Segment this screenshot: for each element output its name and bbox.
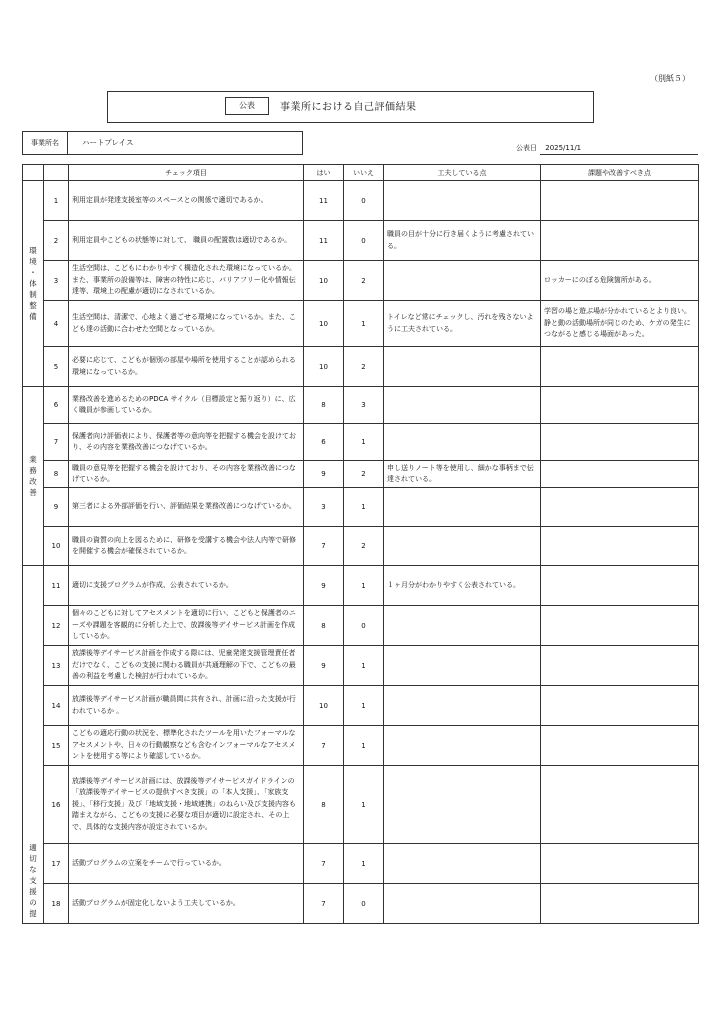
no-count: 0 bbox=[344, 221, 384, 261]
check-item: 活動プログラムの立案をチームで行っているか。 bbox=[69, 844, 304, 884]
issue bbox=[541, 387, 699, 424]
check-item: 生活空間は、清潔で、心地よく過ごせる環境になっているか。また、こども達の活動に合わせた空間となっているか。 bbox=[69, 301, 304, 347]
table-row bbox=[23, 884, 699, 924]
date-underline bbox=[540, 154, 698, 155]
no-count: 1 bbox=[344, 766, 384, 844]
issue bbox=[541, 488, 699, 527]
yes-count: 7 bbox=[304, 844, 344, 884]
issue bbox=[541, 527, 699, 566]
yes-count: 8 bbox=[304, 606, 344, 646]
yes-count: 9 bbox=[304, 566, 344, 606]
category-support: 適切な支援の提 bbox=[23, 566, 44, 924]
check-item: こどもの適応行動の状況を、標準化されたツールを用いたフォーマルなアセスメントや、日々の行動観察なども含むインフォーマルなアセスメントを使用する等により確認しているか。 bbox=[69, 726, 304, 766]
no-count: 0 bbox=[344, 884, 384, 924]
office-label: 事業所名 bbox=[22, 131, 68, 155]
issue bbox=[541, 424, 699, 461]
no-count: 3 bbox=[344, 387, 384, 424]
yes-count: 9 bbox=[304, 646, 344, 686]
yes-count: 11 bbox=[304, 181, 344, 221]
table-row bbox=[23, 844, 699, 884]
good-point bbox=[384, 766, 541, 844]
no-count: 2 bbox=[344, 261, 384, 301]
good-point bbox=[384, 527, 541, 566]
row-number: 8 bbox=[44, 461, 69, 488]
check-item: 業務改善を進めるためのPDCA サイクル（目標設定と振り返り）に、広く職員が参画しているか。 bbox=[69, 387, 304, 424]
header-check-item: チェック項目 bbox=[69, 165, 304, 181]
yes-count: 8 bbox=[304, 766, 344, 844]
row-number: 3 bbox=[44, 261, 69, 301]
yes-count: 10 bbox=[304, 347, 344, 387]
no-count: 1 bbox=[344, 686, 384, 726]
header-issues: 課題や改善すべき点 bbox=[541, 165, 699, 181]
good-point bbox=[384, 844, 541, 884]
table-row bbox=[23, 221, 699, 261]
row-number: 9 bbox=[44, 488, 69, 527]
yes-count: 9 bbox=[304, 461, 344, 488]
header-no-answer: いいえ bbox=[344, 165, 384, 181]
check-item: 第三者による外部評価を行い、評価結果を業務改善につなげているか。 bbox=[69, 488, 304, 527]
no-count: 1 bbox=[344, 301, 384, 347]
row-number: 18 bbox=[44, 884, 69, 924]
good-point bbox=[384, 181, 541, 221]
check-item: 利用定員が発達支援室等のスペースとの関係で適切であるか。 bbox=[69, 181, 304, 221]
good-point: 職員の目が十分に行き届くように考慮されている。 bbox=[384, 221, 541, 261]
issue bbox=[541, 766, 699, 844]
yes-count: 7 bbox=[304, 884, 344, 924]
no-count: 1 bbox=[344, 566, 384, 606]
yes-count: 10 bbox=[304, 261, 344, 301]
issue bbox=[541, 726, 699, 766]
no-count: 2 bbox=[344, 461, 384, 488]
yes-count: 7 bbox=[304, 726, 344, 766]
row-number: 17 bbox=[44, 844, 69, 884]
row-number: 5 bbox=[44, 347, 69, 387]
table-row bbox=[23, 347, 699, 387]
table-row bbox=[23, 686, 699, 726]
check-item: 保護者向け評価表により、保護者等の意向等を把握する機会を設けており、その内容を業務改善につなげているか。 bbox=[69, 424, 304, 461]
category-environment: 環境・体制整備 bbox=[23, 181, 44, 387]
check-item: 放課後等デイサービス計画が職員間に共有され、計画に沿った支援が行われているか 。 bbox=[69, 686, 304, 726]
row-number: 14 bbox=[44, 686, 69, 726]
no-count: 1 bbox=[344, 646, 384, 686]
good-point bbox=[384, 686, 541, 726]
check-item: 放課後等デイサービス計画には、放課後等デイサービスガイドラインの「放課後等デイサービスの提供すべき支援」の「本人支援」、「家族支援」、「移行支援」及び「地域支援・地域連携」のねらい及び支援内容も踏まえながら、こどもの支援に必要な項目が適切に設定され、その上で、具体的な支援内容が設定されているか。 bbox=[69, 766, 304, 844]
publish-date bbox=[516, 143, 581, 153]
table-row bbox=[23, 566, 699, 606]
good-point: 申し送りノート等を使用し、細かな事柄まで伝達されている。 bbox=[384, 461, 541, 488]
table-row bbox=[23, 726, 699, 766]
issue bbox=[541, 461, 699, 488]
yes-count: 11 bbox=[304, 221, 344, 261]
issue bbox=[541, 884, 699, 924]
row-number: 10 bbox=[44, 527, 69, 566]
check-item: 放課後等デイサービス計画を作成する際には、児童発達支援管理責任者だけでなく、こどもの支援に関わる職員が共通理解の下で、こどもの最善の利益を考慮した検討が行われているか。 bbox=[69, 646, 304, 686]
row-number: 12 bbox=[44, 606, 69, 646]
header-no bbox=[44, 165, 69, 181]
issue bbox=[541, 181, 699, 221]
good-point bbox=[384, 488, 541, 527]
row-number: 13 bbox=[44, 646, 69, 686]
table-row bbox=[23, 527, 699, 566]
category-improvement: 業務改善 bbox=[23, 387, 44, 566]
header-cat bbox=[23, 165, 44, 181]
office-name: ハートプレイス bbox=[67, 131, 303, 155]
public-badge: 公表 bbox=[225, 97, 269, 115]
no-count: 1 bbox=[344, 844, 384, 884]
good-point bbox=[384, 726, 541, 766]
check-item: 職員の意見等を把握する機会を設けており、その内容を業務改善につなげているか。 bbox=[69, 461, 304, 488]
good-point bbox=[384, 261, 541, 301]
no-count: 2 bbox=[344, 527, 384, 566]
page-title: 事業所における自己評価結果 bbox=[280, 102, 417, 113]
yes-count: 8 bbox=[304, 387, 344, 424]
table-row bbox=[23, 646, 699, 686]
no-count: 0 bbox=[344, 181, 384, 221]
table-row bbox=[23, 606, 699, 646]
header-good-points: 工夫している点 bbox=[384, 165, 541, 181]
check-item: 適切に支援プログラムが作成、公表されているか。 bbox=[69, 566, 304, 606]
publish-date-label: 公表日 bbox=[516, 144, 537, 152]
check-item: 職員の資質の向上を図るために、研修を受講する機会や法人内等で研修を開催する機会が確保されているか。 bbox=[69, 527, 304, 566]
good-point: １ヶ月分がわかりやすく公表されている。 bbox=[384, 566, 541, 606]
row-number: 16 bbox=[44, 766, 69, 844]
check-item: 活動プログラムが固定化しないよう工夫しているか。 bbox=[69, 884, 304, 924]
table-row bbox=[23, 461, 699, 488]
good-point: トイレなど常にチェックし、汚れを残さないように工夫されている。 bbox=[384, 301, 541, 347]
yes-count: 7 bbox=[304, 527, 344, 566]
issue: 学習の場と遊ぶ場が分かれているとより良い。静と動の活動場所が同じのため、ケガの発生につながると感じる場面があった。 bbox=[541, 301, 699, 347]
issue bbox=[541, 606, 699, 646]
no-count: 0 bbox=[344, 606, 384, 646]
check-item: 個々のこどもに対してアセスメントを適切に行い、こどもと保護者のニーズや課題を客観的に分析した上で、放課後等デイサービス計画を作成しているか。 bbox=[69, 606, 304, 646]
no-count: 1 bbox=[344, 726, 384, 766]
table-row bbox=[23, 387, 699, 424]
issue bbox=[541, 686, 699, 726]
annex-label: （別紙５） bbox=[650, 74, 690, 83]
no-count: 1 bbox=[344, 488, 384, 527]
table-row bbox=[23, 488, 699, 527]
no-count: 1 bbox=[344, 424, 384, 461]
good-point bbox=[384, 424, 541, 461]
check-item: 利用定員やこどもの状態等に対して、 職員の配置数は適切であるか。 bbox=[69, 221, 304, 261]
table-row bbox=[23, 424, 699, 461]
yes-count: 3 bbox=[304, 488, 344, 527]
good-point bbox=[384, 606, 541, 646]
row-number: 4 bbox=[44, 301, 69, 347]
table-row bbox=[23, 301, 699, 347]
row-number: 6 bbox=[44, 387, 69, 424]
header-yes: はい bbox=[304, 165, 344, 181]
evaluation-table bbox=[22, 164, 699, 924]
issue bbox=[541, 221, 699, 261]
good-point bbox=[384, 646, 541, 686]
yes-count: 10 bbox=[304, 301, 344, 347]
table-row bbox=[23, 766, 699, 844]
publish-date-value: 2025/11/1 bbox=[545, 144, 582, 152]
yes-count: 10 bbox=[304, 686, 344, 726]
row-number: 11 bbox=[44, 566, 69, 606]
issue bbox=[541, 844, 699, 884]
title-box bbox=[107, 91, 594, 123]
good-point bbox=[384, 884, 541, 924]
row-number: 15 bbox=[44, 726, 69, 766]
check-item: 必要に応じて、こどもが個別の部屋や場所を使用することが認められる環境になっているか。 bbox=[69, 347, 304, 387]
good-point bbox=[384, 387, 541, 424]
check-item: 生活空間は、こどもにわかりやすく構造化された環境になっているか。また、事業所の設備等は、障害の特性に応じ、バリアフリー化や情報伝達等、環境上の配慮が適切になされているか。 bbox=[69, 261, 304, 301]
no-count: 2 bbox=[344, 347, 384, 387]
issue bbox=[541, 347, 699, 387]
issue bbox=[541, 646, 699, 686]
yes-count: 6 bbox=[304, 424, 344, 461]
good-point bbox=[384, 347, 541, 387]
issue bbox=[541, 566, 699, 606]
row-number: 1 bbox=[44, 181, 69, 221]
issue: ロッカーにのぼる危険箇所がある。 bbox=[541, 261, 699, 301]
table-row bbox=[23, 261, 699, 301]
row-number: 2 bbox=[44, 221, 69, 261]
table-row bbox=[23, 181, 699, 221]
row-number: 7 bbox=[44, 424, 69, 461]
table-header-row bbox=[23, 165, 699, 181]
